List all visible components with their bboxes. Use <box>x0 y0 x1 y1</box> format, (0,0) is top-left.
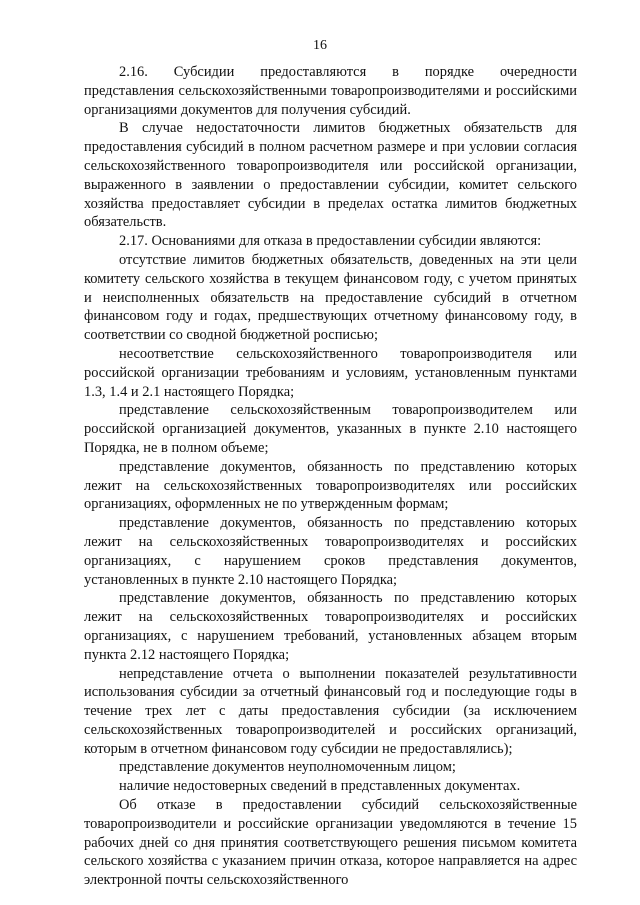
refusal-ground-no-report: непредставление отчета о выполнении показателей результативности использования субсидии за отчетный финансовый год и последующие годы в течение трех лет с даты предоставления субсидии (за исключением сельскохозяйственных товаропроизводителей и российских организаций, которым в отчетном финансовом году субсидии не предоставлялись); <box>84 665 577 757</box>
paragraph-refusal-notification: Об отказе в предоставлении субсидий сельскохозяйственные товаропроизводители и российские организации уведомляются в течение 15 рабочих дней со дня принятия соответствующего решения письмом комитета сельского хозяйства с указанием причин отказа, которое направляется на адрес электронной почты сельскохозяйственного <box>84 797 577 889</box>
paragraph-insufficient-limits: В случае недостаточности лимитов бюджетных обязательств для предоставления субсидий в полном расчетном размере и при условии согласия сельскохозяйственного товаропроизводителя или российской организации, выраженного в заявлении о предоставлении субсидии, комитет сельского хозяйства предоставляет субсидии в пределах остатка лимитов бюджетных обязательств. <box>84 120 577 231</box>
refusal-ground-no-limits: отсутствие лимитов бюджетных обязательств, доведенных на эти цели комитету сельского хозяйства в текущем финансовом году, с учетом принятых и неисполненных обязательств на предоставление субсидий в отчетном финансовом году и годах, предшествующих отчетному финансовому году, в соответствии со сводной бюджетной росписью; <box>84 251 577 344</box>
paragraph-2-17: 2.17. Основаниями для отказа в предоставлении субсидии являются: <box>119 233 542 250</box>
refusal-ground-nonconformity: несоответствие сельскохозяйственного товаропроизводителя или российской организации требованиям и условиям, установленным пунктами 1.3, 1.4 и 2.1 настоящего Порядка; <box>84 345 577 400</box>
document-body <box>84 63 577 890</box>
refusal-ground-requirements-violation: представление документов, обязанность по представлению которых лежит на сельскохозяйственных товаропроизводителях и российских организациях, с нарушением требований, установленных абзацем вторым пункта 2.12 настоящего Порядка; <box>84 590 577 663</box>
refusal-ground-false-info: наличие недостоверных сведений в представленных документах. <box>119 778 521 795</box>
page-number: 16 <box>313 38 327 53</box>
paragraph-2-16: 2.16. Субсидии предоставляются в порядке очередности представления сельскохозяйственными товаропроизводителями и российскими организациями документов для получения субсидий. <box>84 64 577 118</box>
refusal-ground-unauthorized-person: представление документов неуполномоченным лицом; <box>119 759 456 776</box>
refusal-ground-late-docs: представление документов, обязанность по представлению которых лежит на сельскохозяйственных товаропроизводителях и российских организациях, с нарушением сроков представления документов, установленных в пункте 2.10 настоящего Порядка; <box>84 515 577 588</box>
refusal-ground-incomplete-docs: представление сельскохозяйственным товаропроизводителем или российской организацией документов, указанных в пункте 2.10 настоящего Порядка, не в полном объеме; <box>84 402 577 456</box>
refusal-ground-wrong-forms: представление документов, обязанность по представлению которых лежит на сельскохозяйственных товаропроизводителях или российских организациях, оформленных не по утвержденным формам; <box>84 458 577 513</box>
